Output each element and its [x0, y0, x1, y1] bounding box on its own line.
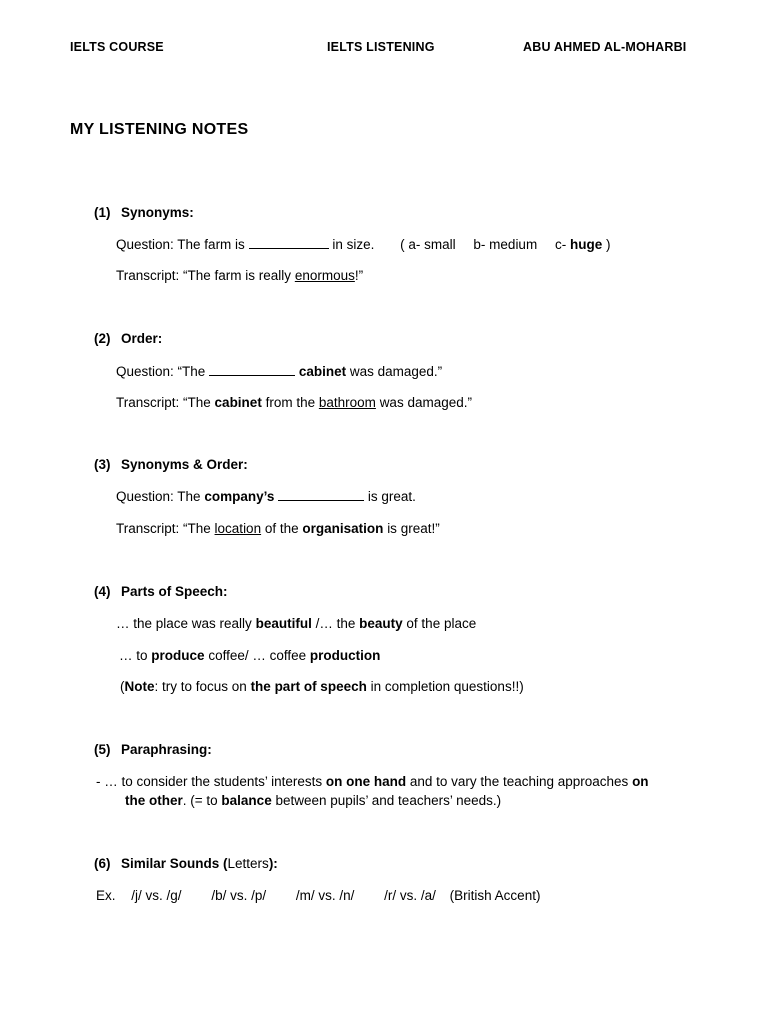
section-title: Order:	[121, 331, 163, 346]
transcript-text: Transcript: “The	[116, 521, 211, 536]
section-4-note	[120, 679, 524, 694]
bold-word: production	[309, 648, 381, 663]
section-5-line-1	[96, 774, 649, 789]
section-title: Similar Sounds (	[121, 856, 228, 871]
section-5-line-2	[125, 793, 501, 808]
section-5-heading	[94, 742, 212, 757]
bold-word: on	[632, 774, 649, 789]
question-text-end: was damaged.”	[349, 364, 443, 379]
section-1-transcript	[116, 268, 363, 283]
section-4-line-2	[119, 648, 380, 663]
section-title: Synonyms:	[121, 205, 194, 220]
text: and to vary the teaching approaches	[409, 774, 629, 789]
transcript-end: !”	[354, 268, 364, 283]
text: coffee/ … coffee	[208, 648, 307, 663]
section-4-line-1	[116, 616, 476, 631]
option-a: ( a- small	[400, 237, 456, 252]
question-text: Question: The	[116, 489, 201, 504]
note-label: Note	[124, 679, 155, 694]
text: /… the	[315, 616, 356, 631]
section-number: (5)	[94, 742, 111, 757]
section-3-transcript	[116, 521, 440, 536]
underlined-word: location	[214, 521, 262, 536]
bold-word: company’s	[204, 489, 275, 504]
underlined-word: bathroom	[318, 395, 376, 410]
section-number: (4)	[94, 584, 111, 599]
underlined-word: enormous	[294, 268, 355, 283]
bold-word: organisation	[302, 521, 384, 536]
text: : try to focus on	[154, 679, 247, 694]
text: (	[120, 679, 125, 694]
text: . (= to	[182, 793, 218, 808]
bold-phrase: the other	[125, 793, 183, 808]
question-text: Question: “The	[116, 364, 206, 379]
section-number: (6)	[94, 856, 111, 871]
section-title: Synonyms & Order:	[121, 457, 248, 472]
section-1-question	[116, 236, 611, 252]
bold-phrase: on one hand	[325, 774, 407, 789]
header-author: ABU AHMED AL-MOHARBI	[523, 40, 687, 54]
answer-blank	[249, 236, 329, 249]
transcript-end: was damaged.”	[379, 395, 472, 410]
transcript-end: is great!”	[387, 521, 440, 536]
section-2-transcript	[116, 395, 472, 410]
section-6-examples	[96, 888, 540, 903]
option-b: b- medium	[473, 237, 538, 252]
option-close: )	[606, 237, 611, 252]
transcript-text: Transcript: “The	[116, 395, 211, 410]
answer-blank	[278, 488, 364, 501]
sound-pair-1: /j/ vs. /g/	[131, 888, 182, 903]
sound-pair-3: /m/ vs. /n/	[295, 888, 355, 903]
option-c-word: huge	[569, 237, 603, 252]
section-4-heading	[94, 584, 228, 599]
section-number: (2)	[94, 331, 111, 346]
question-text: Question: The farm is	[116, 237, 245, 252]
bold-phrase: the part of speech	[250, 679, 367, 694]
question-text-end: in size.	[332, 237, 375, 252]
question-text-end: is great.	[367, 489, 416, 504]
bold-word: beautiful	[255, 616, 312, 631]
page-title: MY LISTENING NOTES	[70, 121, 249, 138]
section-number: (3)	[94, 457, 111, 472]
section-3-heading	[94, 457, 248, 472]
option-c: c-	[554, 237, 567, 252]
bold-word: balance	[221, 793, 272, 808]
section-3-question	[116, 488, 416, 504]
accent-note: (British Accent)	[449, 888, 541, 903]
section-number: (1)	[94, 205, 111, 220]
text: of the place	[406, 616, 477, 631]
section-2-question	[116, 363, 442, 379]
text: … to	[119, 648, 148, 663]
transcript-text-mid: of the	[264, 521, 299, 536]
text: in completion questions!!)	[370, 679, 524, 694]
header-subject: IELTS LISTENING	[327, 40, 435, 54]
bold-word: cabinet	[298, 364, 347, 379]
section-title-letters: Letters	[227, 856, 269, 871]
bold-word: produce	[151, 648, 205, 663]
example-label: Ex.	[96, 888, 116, 903]
section-title: Paraphrasing:	[121, 742, 212, 757]
section-1-heading	[94, 205, 194, 220]
transcript-text: Transcript: “The farm is really	[116, 268, 292, 283]
bold-word: beauty	[359, 616, 403, 631]
text: - … to consider the students’ interests	[96, 774, 323, 789]
transcript-text-mid: from the	[265, 395, 316, 410]
sound-pair-4: /r/ vs. /a/	[384, 888, 436, 903]
text: … the place was really	[116, 616, 252, 631]
section-title-end: ):	[268, 856, 278, 871]
section-title: Parts of Speech:	[121, 584, 228, 599]
text: between pupils’ and teachers’ needs.)	[275, 793, 502, 808]
bold-word: cabinet	[214, 395, 262, 410]
section-2-heading	[94, 331, 162, 346]
sound-pair-2: /b/ vs. /p/	[211, 888, 267, 903]
answer-blank	[209, 363, 295, 376]
header-course: IELTS COURSE	[70, 40, 164, 54]
section-6-heading	[94, 856, 278, 871]
